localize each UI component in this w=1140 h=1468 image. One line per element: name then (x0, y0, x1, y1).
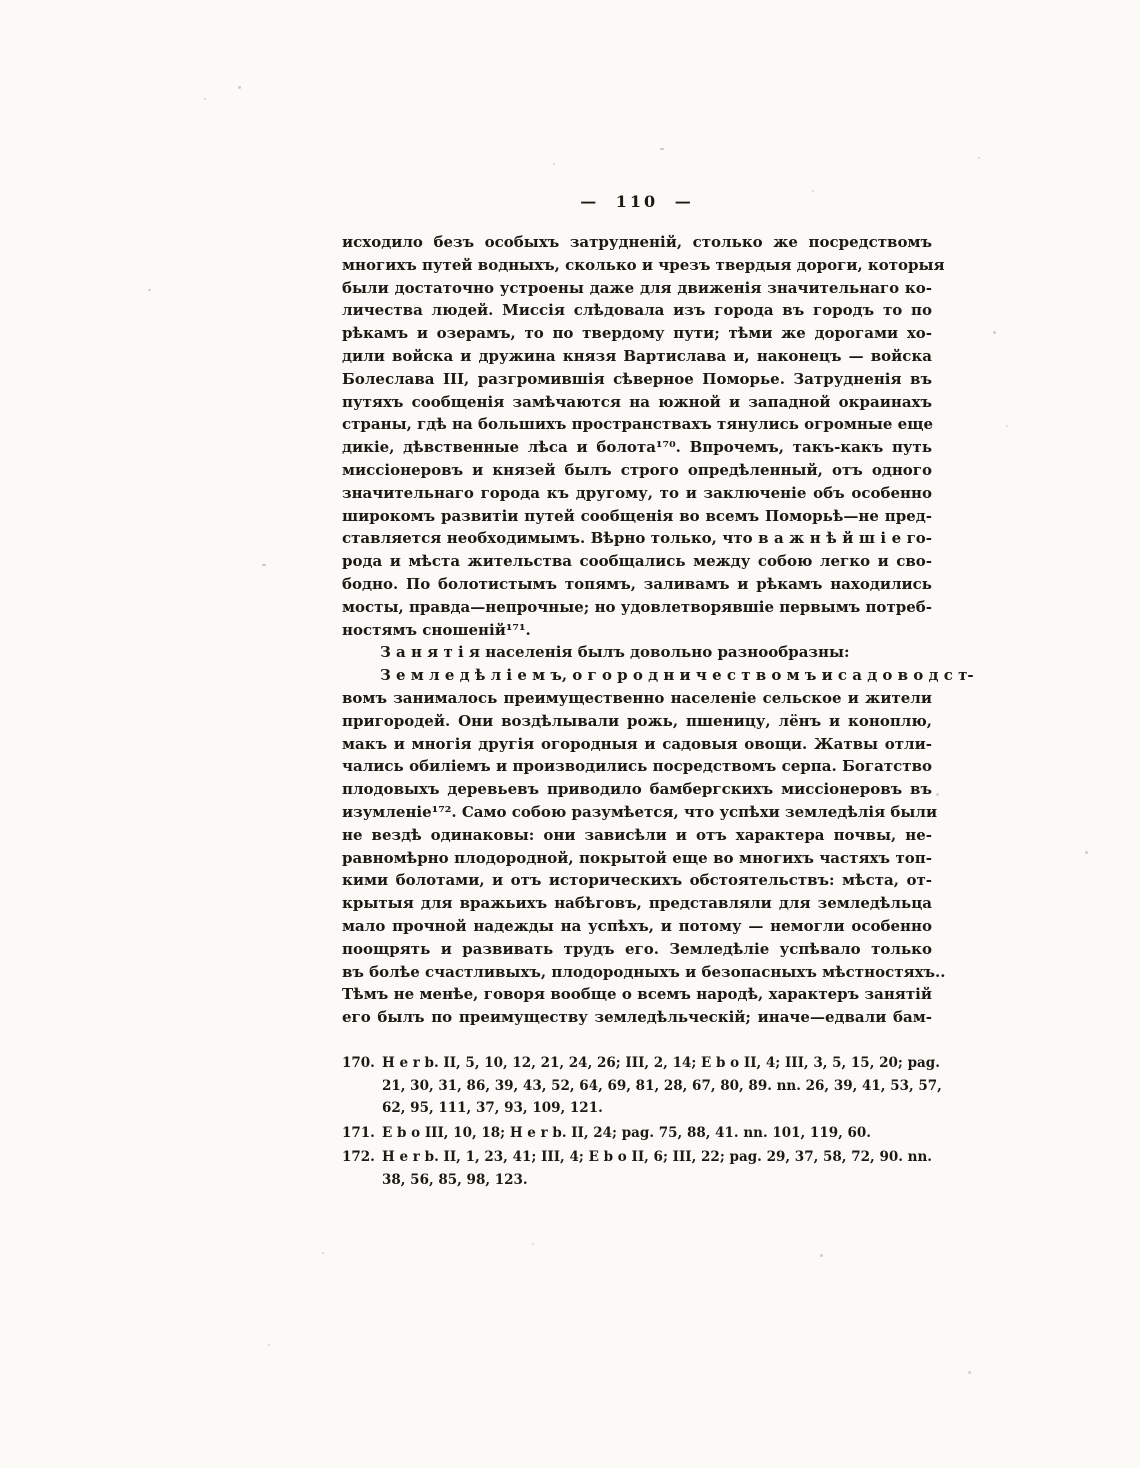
scan-speck (812, 190, 814, 192)
text-line: путяхъ сообщенія замѣчаются на южной и западной окраинахъ (342, 392, 932, 411)
text-line: мосты, правда—непрочные; но удовлетворявшіе первымъ потреб- (342, 597, 932, 616)
text-line: кими болотами, и отъ историческихъ обстоятельствъ: мѣста, от- (342, 871, 932, 890)
text-line: крытыя для вражьихъ набѣговъ, представляли для земледѣльца (342, 894, 932, 913)
scan-speck (1006, 425, 1008, 427)
scan-speck (322, 1252, 324, 1254)
text-line: плодовыхъ деревьевъ приводило бамбергскихъ миссіонеровъ въ (342, 780, 932, 799)
footnote-line: E b o III, 10, 18; H e r b. II, 24; pag. 75, 88, 41. nn. 101, 119, 60. (382, 1124, 871, 1141)
text-line: пригородей. Они воздѣлывали рожь, пшеницу, лёнъ и коноплю, (342, 711, 932, 730)
text-line: широкомъ развитіи путей сообщенія во всемъ Поморьѣ—не пред- (342, 506, 932, 525)
footnote-number: 171. (342, 1124, 375, 1141)
text-line: бодно. По болотистымъ топямъ, заливамъ и рѣкамъ находились (342, 574, 932, 593)
footnote-line: 21, 30, 31, 86, 39, 43, 52, 64, 69, 81, 28, 67, 80, 89. nn. 26, 39, 41, 53, 57, (382, 1077, 942, 1094)
text-line: рода и мѣста жительства сообщались между собою легко и сво- (342, 552, 932, 571)
text-line: Тѣмъ не менѣе, говоря вообще о всемъ народѣ, характеръ занятій (342, 985, 932, 1004)
text-line: въ болѣе счастливыхъ, плодородныхъ и безопасныхъ мѣстностяхъ.. (342, 962, 946, 981)
paragraph (342, 641, 932, 664)
scan-speck (660, 148, 664, 150)
paragraph (342, 231, 945, 641)
text-line: страны, гдѣ на большихъ пространствахъ тянулись огромные еще (342, 415, 933, 434)
scan-speck (993, 331, 996, 334)
footnote (342, 1052, 942, 1120)
text-line: З а н я т і я населенія былъ довольно разнообразны: (380, 643, 850, 662)
footnote-line: H e r b. II, 5, 10, 12, 21, 24, 26; III, 2, 14; E b o II, 4; III, 3, 5, 15, 20; pag. (382, 1055, 940, 1071)
paragraph (342, 664, 974, 1029)
text-line: изумленіе¹⁷². Само собою разумѣется, что успѣхи земледѣлія были (342, 802, 938, 821)
footnotes (342, 1052, 942, 1194)
text-line: ставляется необходимымъ. Вѣрно только, что в а ж н ѣ й ш і е го- (342, 529, 932, 548)
page-number: — 110 — (580, 192, 694, 211)
scan-speck (553, 163, 555, 165)
scan-speck (532, 1243, 534, 1245)
scan-speck (936, 793, 939, 796)
text-line: его былъ по преимуществу земледѣльческій; иначе—едвали бам- (342, 1008, 932, 1027)
text-line: многихъ путей водныхъ, сколько и чрезъ твердыя дороги, которыя (342, 255, 945, 274)
footnote-number: 172. (342, 1149, 375, 1166)
text-line: мало прочной надежды на успѣхъ, и потому — немогли особенно (342, 916, 932, 935)
footnote-line: H e r b. II, 1, 23, 41; III, 4; E b o II, 6; III, 22; pag. 29, 37, 58, 72, 90. nn. (382, 1149, 932, 1166)
text-line: Болеслава III, разгромившія сѣверное Поморье. Затрудненія въ (342, 369, 932, 388)
scan-speck (1085, 851, 1088, 854)
text-line: исходило безъ особыхъ затрудненій, столько же посредствомъ (342, 233, 932, 251)
scan-speck (204, 98, 206, 100)
footnote (342, 1122, 932, 1145)
footnote-line: 62, 95, 111, 37, 93, 109, 121. (382, 1100, 603, 1117)
scan-speck (820, 1254, 823, 1257)
text-line: дикіе, дѣвственные лѣса и болота¹⁷⁰. Впрочемъ, такъ-какъ путь (342, 438, 932, 457)
footnote (342, 1146, 932, 1191)
scan-speck (262, 564, 266, 566)
text-line: поощрять и развивать трудъ его. Земледѣліе успѣвало только (342, 939, 932, 958)
text-line: чались обиліемъ и производились посредствомъ серпа. Богатство (342, 757, 932, 776)
scan-speck (978, 157, 980, 159)
scan-speck (238, 86, 241, 89)
text-line: З е м л е д ѣ л і е м ъ, о г о р о д н и ч е с т в о м ъ и с а д о в о д с т- (380, 666, 974, 685)
scan-speck (268, 1344, 270, 1346)
text-line: рѣкамъ и озерамъ, то по твердому пути; тѣми же дорогами хо- (342, 324, 932, 343)
footnote-line: 38, 56, 85, 98, 123. (382, 1171, 528, 1188)
text-line: равномѣрно плодородной, покрытой еще во многихъ частяхъ топ- (342, 848, 932, 867)
text-line: макъ и многія другія огородныя и садовыя овощи. Жатвы отли- (342, 734, 932, 753)
footnote-number: 170. (342, 1055, 375, 1071)
body-text (342, 231, 974, 1029)
text-line: ностямъ сношеній¹⁷¹. (342, 620, 531, 639)
text-line: дили войска и дружина князя Вартислава и, наконецъ — войска (342, 346, 932, 365)
text-line: личества людей. Миссія слѣдовала изъ города въ городъ то по (342, 301, 932, 320)
scan-speck (968, 1371, 971, 1374)
text-line: миссіонеровъ и князей былъ строго опредѣленный, отъ одного (342, 460, 932, 479)
text-line: значительнаго города къ другому, то и заключеніе объ особенно (342, 483, 932, 502)
scan-speck (148, 289, 151, 291)
text-line: были достаточно устроены даже для движенія значительнаго ко- (342, 278, 932, 297)
text-line: не вездѣ одинаковы: они зависѣли и отъ характера почвы, не- (342, 825, 932, 844)
text-line: вомъ занималось преимущественно населеніе сельское и жители (342, 688, 932, 707)
